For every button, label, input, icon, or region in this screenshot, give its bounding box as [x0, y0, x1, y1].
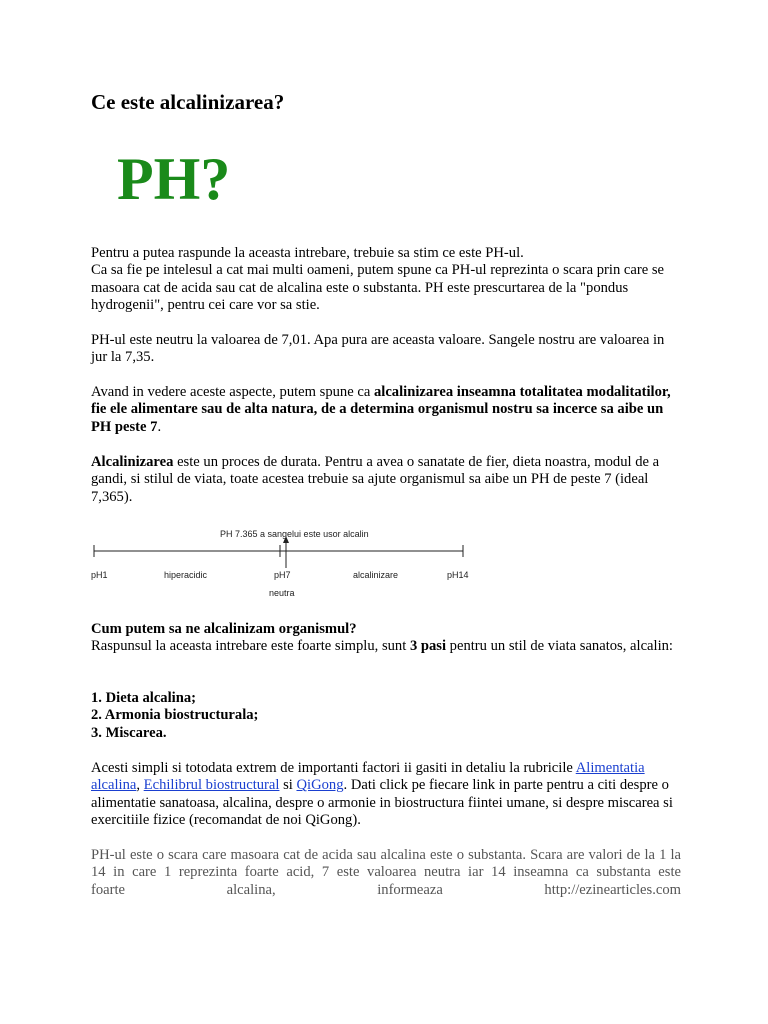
alkalinization-definition-paragraph: [91, 384, 681, 436]
step-item: 1. Dieta alcalina;: [91, 690, 196, 706]
hiperacidic-label: hiperacidic: [164, 570, 208, 580]
definition-bold: alcalinizarea inseamna totalitatea modalitatilor, fie ele alimentare sau de alta natura, de a determina organismul nostru sa incerce sa aibe un PH peste 7: [91, 384, 671, 435]
process-rest: este un proces de durata. Pentru a avea o sanatate de fier, dieta noastra, modul de a gandi, si stilul de viata, toate acestea trebuie sa ajute organismul sa aibe un PH de peste 7 (ideal 7,365).: [91, 454, 660, 505]
process-bold: Alcalinizarea: [91, 454, 174, 470]
alkalinization-process-paragraph: [91, 454, 681, 506]
link-qigong[interactable]: QiGong: [296, 777, 344, 794]
intro-paragraph: [91, 245, 681, 315]
alcalinizare-label: alcalinizare: [353, 570, 399, 580]
section-intro: Raspunsul la aceasta intrebare este foarte simplu, sunt 3 pasi pentru un stil de viata sanatos, alcalin:: [91, 638, 673, 655]
ph1-label: pH1: [91, 570, 108, 580]
neutra-label: neutra: [269, 588, 295, 598]
link-echilibrul-biostructural[interactable]: Echilibrul biostructural: [143, 777, 280, 794]
section-heading: Cum putem sa ne alcalinizam organismul?: [91, 621, 357, 637]
step-item: 3. Miscarea.: [91, 724, 167, 741]
step-item: 2. Armonia biostructurala;: [91, 707, 259, 724]
how-to-section: [91, 621, 681, 656]
ph14-label: pH14: [447, 570, 469, 580]
resources-paragraph: Acesti simpli si totodata extrem de importanti factori ii gasiti in detaliu la rubricile Alimentatia alcalina, Echilibrul biostructural si QiGong. Dati click pe fiecare link in parte pentru a citi despre o alimentatie sanatoasa, alcalina, despre o armonie in biostructura fiintei umane, si despre miscarea si exercitiile fizice (recomandat de noi QiGong).: [91, 760, 673, 829]
link-alimentatia-alcalina[interactable]: Alimentatia alcalina: [91, 760, 645, 794]
intro-line-2: Ca sa fie pe intelesul a cat mai multi oameni, putem spune ca PH-ul reprezinta o scara prin care se masoara cat de acida sau cat de alcalina este o substanta. PH este prescurtarea de la "pondus hydrogenii", pentru cei care vor sa stie.: [91, 262, 664, 314]
quote-line-2: foarte alcalina, informeaza http://ezinearticles.com: [91, 881, 681, 898]
ph-scale-quote: [91, 847, 681, 899]
definition-lead: Avand in vedere aceste aspecte, putem spune ca: [91, 384, 374, 400]
quote-line-1: PH-ul este o scara care masoara cat de acida sau alcalina este o substanta. Scara are valori de la 1 la 14 in care 1 reprezinta foarte acid, 7 este valoarea neutra iar 14 inseamna ca substanta este: [91, 847, 681, 881]
page-title: Ce este alcalinizarea?: [91, 90, 285, 114]
ph7-label: pH7: [274, 570, 291, 580]
definition-end: .: [157, 418, 162, 435]
neutral-ph-paragraph: PH-ul este neutru la valoarea de 7,01. Apa pura are aceasta valoare. Sangele nostru are valoarea in jur la 7,35.: [91, 332, 665, 366]
intro-line-1: Pentru a putea raspunde la aceasta intrebare, trebuie sa stim ce este PH-ul.: [91, 245, 524, 261]
blood-ph-label: PH 7.365 a sangelui este usor alcalin: [220, 529, 369, 539]
ph-heading: PH?: [117, 146, 231, 212]
steps-list: [91, 690, 681, 742]
ph-scale-diagram: [91, 522, 471, 604]
